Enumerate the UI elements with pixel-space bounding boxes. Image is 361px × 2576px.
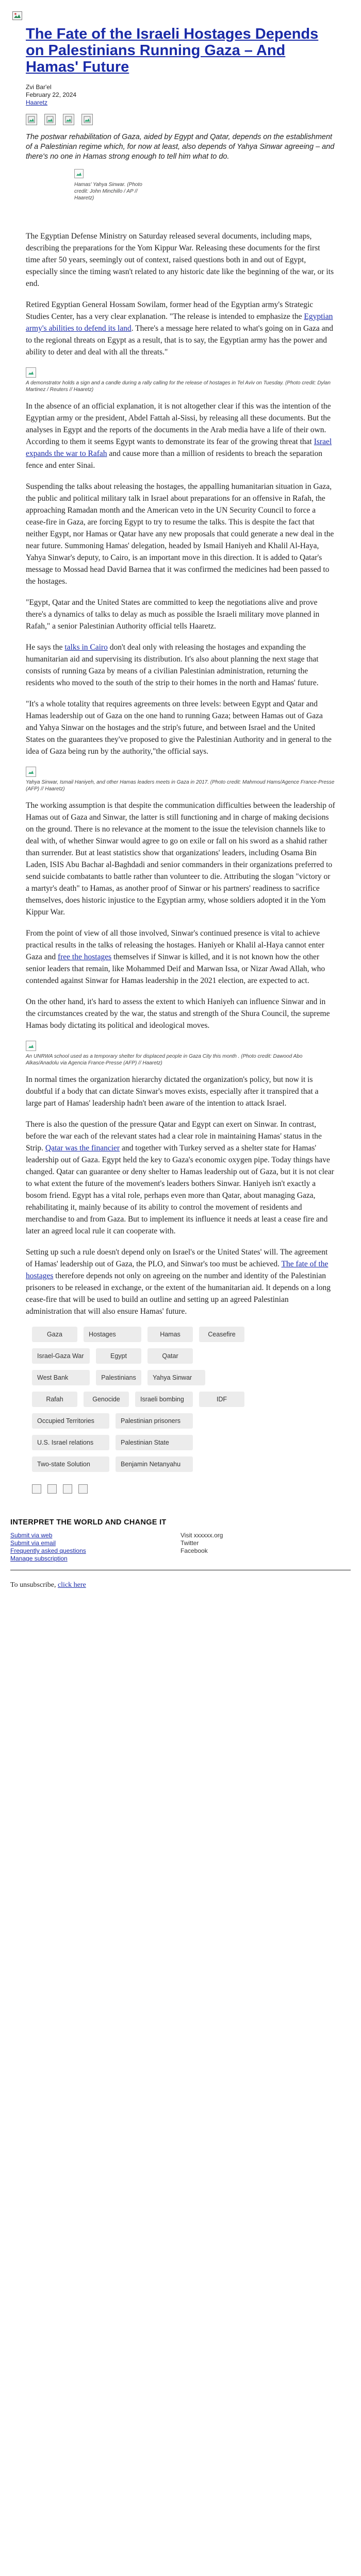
tag[interactable]: Palestinian prisoners: [116, 1413, 193, 1429]
footer-link[interactable]: Twitter: [180, 1539, 199, 1547]
broken-logo-icon: [12, 11, 28, 21]
tag[interactable]: Benjamin Netanyahu: [116, 1456, 193, 1472]
article-title[interactable]: The Fate of the Israeli Hostages Depends on Palestinians Running Gaza – And Hamas' Future: [26, 26, 319, 75]
tag[interactable]: Gaza: [32, 1327, 77, 1342]
tag[interactable]: Israeli bombing: [135, 1392, 193, 1407]
tag-list: [32, 1327, 249, 1472]
paragraph: [26, 927, 335, 987]
paragraph-text: In the absence of an official explanation, it is not altogether clear if this was the intention of the Egyptian army or the president, Abdel Fattah al-Sissi, by releasing all these documents. But the analyses in Egypt and the reports of the documents in the Arab media have a life of their own. According to them it seems Egypt wants to demonstrate its fear of the growing threat that: [26, 402, 331, 446]
tag[interactable]: Qatar: [147, 1348, 193, 1364]
paragraph: [26, 1246, 335, 1317]
paragraph: [26, 641, 335, 689]
tag[interactable]: Egypt: [96, 1348, 141, 1364]
unsubscribe-text: To unsubscribe,: [10, 1581, 56, 1589]
unsubscribe-line: [10, 1577, 351, 1596]
paragraph: In normal times the organization hierarchy dictated the organization's policy, but now it is doubtful if a body that can dictate Sinwar's moves exists, especially after it transpired that a large part of Hamas' leadership hadn't been aware of the intention to attack Israel.: [26, 1075, 319, 1108]
email-shell: [10, 0, 351, 1518]
share-image-icon[interactable]: [63, 1484, 72, 1494]
inline-link[interactable]: talks in Cairo: [64, 643, 108, 652]
broken-image-icon: [26, 1041, 36, 1051]
paragraph-text: Setting up such a rule doesn't depend only on Israel's or the United States' will. The agreement of Hamas' leadership out of Gaza, the PLO, and Sinwar's too must be achieved.: [26, 1248, 328, 1268]
tag[interactable]: Palestinians: [96, 1370, 141, 1385]
paragraph: The Egyptian Defense Ministry on Saturday released several documents, including maps, describing the preparations for the Yom Kippur War. Releasing these documents for the first time after 50 years, seemingly out of context, raised questions both in and out of Egypt, especially since the timing wasn't related to any historic date like the beginning of the war, or its end.: [26, 232, 334, 288]
paragraph-text: and cause more than a million of residents to breach the separation fence and enter Sinai.: [26, 449, 323, 470]
share-image-icon[interactable]: [32, 1484, 41, 1494]
broken-image-icon: [26, 367, 36, 378]
inline-link[interactable]: Egyptian army's abilities to defend its land: [26, 312, 333, 333]
inline-figure: [26, 1041, 335, 1066]
tag[interactable]: Yahya Sinwar: [147, 1370, 205, 1385]
footer-link[interactable]: Submit via web: [10, 1532, 53, 1539]
paragraph: "Egypt, Qatar and the United States are committed to keep the negotiations alive and prove there's a dynamics of talks to delay as much as possible the Israeli military move planned in Rafah," a senior Palestinian Authority official tells Haaretz.: [26, 598, 320, 631]
paragraph: "It's a whole totality that requires agreements on three levels: between Egypt and Qatar and Hamas leadership out of Gaza on the one hand to running Gaza; between Hamas out of Gaza and Yahya Sinwar on the hostages and the strip's future, and between Israel and the United States on the guarantees they've proposed to give the Palestinian Authority and in general to the idea of Gaza being run by the authority,"the official says.: [26, 700, 332, 756]
broken-image-icon: [74, 169, 84, 178]
share-image-icon[interactable]: [44, 114, 56, 125]
tag[interactable]: Two-state Solution: [32, 1456, 109, 1472]
inline-link[interactable]: The fate of the hostages: [26, 1260, 329, 1280]
author-name: Zvi Bar'el: [26, 83, 52, 91]
inline-figure: [26, 767, 335, 792]
footer: [10, 1518, 351, 1577]
footer-columns: [10, 1532, 351, 1563]
tag[interactable]: Genocide: [84, 1392, 129, 1407]
inline-link[interactable]: free the hostages: [57, 953, 112, 961]
share-image-icon[interactable]: [78, 1484, 88, 1494]
paragraph: On the other hand, it's hard to assess the extent to which Haniyeh can influence Sinwar and in the circumstances created by the war, the status and strength of the Shura Council, the supreme Hamas body dictating its political and ideological moves.: [26, 997, 330, 1030]
paragraph-text: and together with Turkey served as a shelter state for Hamas' leadership out of Gaza. Egypt held the key to Gaza's economic oxygen pipe. Today things have changed. Qatar can guarantee or deny shelter to Hamas leadership out of Gaza, but it is not clear to what extent the future of the movement's leaders bothers Sinwar. Haniyeh isn't exactly a bosom friend. Egypt has a vital role, perhaps even more than Qatar, about managing Gaza, rehabilitating it, mainly because of its ability to control the movement of residents and merchandise to and from Gaza. But to implement its influence it needs at least a cease fire and later an agreed local rule it can cooperate with.: [26, 1144, 334, 1235]
footer-link[interactable]: Submit via email: [10, 1539, 56, 1547]
paragraph-text: therefore depends not only on agreeing on the number and identity of the Palestinian prisoners to be released in exchange, or the extent of the humanitarian aid. It depends on a long cease-fire that will be used to build an outline and setting up an agreed Palestinian administration that will also ensure Hamas' future.: [26, 1272, 331, 1316]
share-image-icon[interactable]: [47, 1484, 57, 1494]
lead-image-caption: Hamas' Yahya Sinwar. (Photo credit: John Minchillo / AP // Haaretz): [74, 182, 142, 201]
paragraph-text: themselves if Sinwar is killed, and it is not known how the other senior leaders that remain, like Mohammed Deif and Marwan Issa, or Nizar Awad Allah, who contended against Sinwar for Hamas leadership in the 2021 election, are expected to act.: [26, 953, 325, 985]
unsubscribe-link[interactable]: click here: [57, 1581, 86, 1589]
tag[interactable]: U.S. Israel relations: [32, 1435, 109, 1450]
footer-link[interactable]: Visit xxxxxx.org: [180, 1532, 223, 1539]
paragraph-text: don't deal only with releasing the hostages and expanding the humanitarian aid and supervising its distribution. It's also about planning the next stage that consists of running Gaza by means of a civilian Palestinian administration, returning the residents who moved to the south of the strip to their homes in the north and Hamas' future.: [26, 643, 319, 687]
article-subtitle: The postwar rehabilitation of Gaza, aided by Egypt and Qatar, depends on the establishment of a Palestinian regime which, for now at least, also depends of Yahya Sinwar agreeing – and there's no one in Hamas strong enough to tell him what to do.: [26, 133, 335, 161]
lead-figure: [30, 169, 154, 201]
paragraph: The working assumption is that despite the communication difficulties between the leadership of Hamas out of Gaza and Sinwar, the latter is still functioning and in charge of making decisions on the ground. There is no relevance at the moment to the issue the television channels like to deal with, of whether Sinwar would agree to go on exile or fall on his sword as a shahid rather than surrender. But at least statistics show that organizations' leaders, including Osama Bin Laden, ISIS Abu Bachar al-Baghdadi and senior commanders in their organizations preferred to send suicide combatants to battle rather than volunteer to die. Attributing the slogan "victory or a martyr's death" to Hamas, as another proof of Sinwar or his partners' readiness to sacrifice themselves, does historic injustice to the Egyptian army, whose soldiers adopted it in the Yom Kippur War.: [26, 801, 335, 917]
share-image-icon[interactable]: [81, 114, 93, 125]
paragraph: [26, 400, 335, 471]
footer-left-links: [10, 1532, 180, 1563]
broken-image-icon: [26, 767, 36, 777]
inline-link[interactable]: Israel expands the war to Rafah: [26, 437, 332, 458]
footer-heading: INTERPRET THE WORLD AND CHANGE IT: [10, 1518, 167, 1527]
tag[interactable]: IDF: [199, 1392, 244, 1407]
tag[interactable]: Rafah: [32, 1392, 77, 1407]
paragraph: Suspending the talks about releasing the hostages, the appalling humanitarian situation in Gaza, the public and political military talk in Israel about preparations for an offensive in Rafah, the approaching Ramadan month and the American veto in the UN Security Council to force a cease-fire in Gaza, are forcing Egypt to try to resume the talks. This is despite the fact that neither Egypt, nor Hamas or Qatar have any new proposals that could generate a new deal in the near future. Summoning Hamas' delegation, headed by Ismail Haniyeh and Khalil Al-Haya, Yahya Sinwar's deputy, to Cairo, is an important move in this direction. It is added to Qatar's message to Mossad head David Barnea that it was confirmed the medicines had been passed to the hostages.: [26, 482, 334, 586]
outlet-link[interactable]: Haaretz: [26, 99, 48, 106]
image-caption: Yahya Sinwar, Ismail Haniyeh, and other Hamas leaders meets in Gaza in 2017. (Photo credit: Mahmoud Hams/Agence France-Presse (AFP) // Haaretz): [26, 779, 335, 792]
paragraph-text: From the point of view of all those involved, Sinwar's continued presence is vital to achieve practical results in the talks of releasing the hostages. Haniyeh or Khalil al-Haya cannot enter Gaza and: [26, 929, 324, 961]
tag[interactable]: Hamas: [147, 1327, 193, 1342]
paragraph: [26, 1118, 335, 1237]
footer-link[interactable]: Frequently asked questions: [10, 1547, 86, 1554]
bottom-share-row: [32, 1484, 335, 1494]
paragraph-text: Retired Egyptian General Hossam Sowilam, former head of the Egyptian army's Strategic Studies Center, has a very clear explanation. "The release is intended to emphasize the: [26, 300, 314, 321]
tag[interactable]: Hostages: [84, 1327, 141, 1342]
paragraph-text: He says the: [26, 643, 65, 652]
footer-link[interactable]: Manage subscription: [10, 1555, 68, 1562]
article: [26, 26, 335, 1494]
tag[interactable]: Palestinian State: [116, 1435, 193, 1450]
tag[interactable]: West Bank: [32, 1370, 90, 1385]
image-caption: A demonstrator holds a sign and a candle during a rally calling for the release of hostages in Tel Aviv on Tuesday. (Photo credit: Dylan Martinez / Reuters // Haaretz): [26, 380, 331, 393]
inline-link[interactable]: Qatar was the financier: [45, 1144, 120, 1153]
byline: [26, 83, 335, 107]
inline-figure: [26, 367, 335, 393]
tag[interactable]: Occupied Territories: [32, 1413, 109, 1429]
paragraph-text: . There's a message here related to what's going on in Gaza and to the regional threats on Egypt as a result, that is to say, the Egyptian army has the power and ability to deter and deal with all the threats.": [26, 324, 334, 357]
share-image-icon[interactable]: [26, 114, 37, 125]
image-caption: An UNRWA school used as a temporary shelter for displaced people in Gaza City this month . (Photo credit: Dawood Abo Alkas/Anadolu via Agencia France-Presse (AFP) // Haaretz): [26, 1054, 303, 1066]
footer-link[interactable]: Facebook: [180, 1547, 208, 1554]
tag[interactable]: Ceasefire: [199, 1327, 244, 1342]
tag[interactable]: Israel-Gaza War: [32, 1348, 90, 1364]
footer-right-links: [180, 1532, 351, 1563]
share-image-icon[interactable]: [63, 114, 74, 125]
share-row: [26, 114, 335, 125]
paragraph: [26, 299, 335, 358]
paragraph-text: There is also the question of the pressure Qatar and Egypt can exert on Sinwar. In contrast, before the war each of the relevant states had a clear role in maintaining Hamas' status in the Strip.: [26, 1120, 322, 1153]
publish-date: February 22, 2024: [26, 91, 77, 98]
